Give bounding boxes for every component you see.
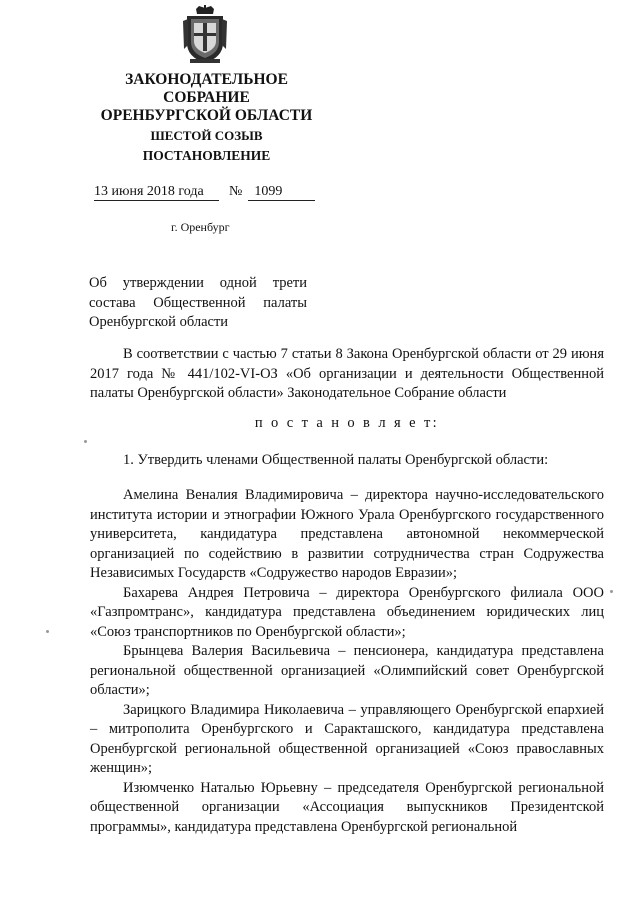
document-number: 1099 bbox=[248, 184, 315, 201]
preamble-paragraph: В соответствии с частью 7 статьи 8 Закона Оренбургской области от 29 июня 2017 года № 441/102-VI-ОЗ «Об организации и деятельности Общественной палаты Оренбургской области» Законодательное Собрание области bbox=[90, 346, 604, 401]
date-number-line bbox=[94, 184, 315, 201]
org-line-3: ОРЕНБУРГСКОЙ ОБЛАСТИ bbox=[100, 107, 313, 124]
member-paragraph: Бахарева Андрея Петровича – директора Оренбургского филиала ООО «Газпромтранс», кандидатура представлена объединением юридических лиц «Союз транспортников по Оренбургской области»; bbox=[90, 584, 604, 640]
member-paragraph: Брынцева Валерия Васильевича – пенсионера, кандидатура представлена региональной общественной организацией «Олимпийский совет Оренбургской области»; bbox=[90, 643, 604, 698]
member-paragraph: Амелина Веналия Владимировича – директора научно-исследовательского института истории и этнографии Южного Урала Оренбургского государственного университета, кандидатура представлена автономной некоммерческой организацией по содействию в развитии сотрудничества стран Содружества Независимых Государств «Содружество народов Евразии»; bbox=[90, 487, 604, 581]
member-paragraph: Зарицкого Владимира Николаевича – управляющего Оренбургской епархией – митрополита Оренбургского и Саракташского, кандидатура представлена Оренбургской региональной общественной организацией «Союз православных женщин»; bbox=[90, 701, 604, 776]
scan-speck bbox=[610, 590, 613, 593]
document-type: ПОСТАНОВЛЕНИЕ bbox=[142, 148, 271, 163]
org-line-1: ЗАКОНОДАТЕЛЬНОЕ bbox=[125, 71, 288, 88]
scan-speck bbox=[84, 440, 87, 443]
organization-name bbox=[84, 71, 329, 125]
item-1: 1. Утвердить членами Общественной палаты Оренбургской области: bbox=[123, 452, 549, 468]
org-line-2: СОБРАНИЕ bbox=[163, 89, 250, 106]
number-sign: № bbox=[229, 184, 243, 199]
decree-word: п о с т а н о в л я е т: bbox=[254, 415, 440, 431]
convocation: ШЕСТОЙ СОЗЫВ bbox=[150, 128, 263, 143]
coat-of-arms-emblem-icon bbox=[181, 5, 229, 65]
scan-speck bbox=[46, 630, 49, 633]
city: г. Оренбург bbox=[171, 220, 230, 234]
members-list bbox=[90, 486, 604, 837]
document-date: 13 июня 2018 года bbox=[94, 184, 219, 201]
member-paragraph: Изюмченко Наталью Юрьевну – председателя Оренбургской региональной общественной организации «Ассоциация выпускников Президентской программы», кандидатура представлена Оренбургской региональной bbox=[90, 779, 604, 835]
document-subject: Об утверждении одной трети состава Общественной палаты Оренбургской области bbox=[89, 275, 307, 330]
